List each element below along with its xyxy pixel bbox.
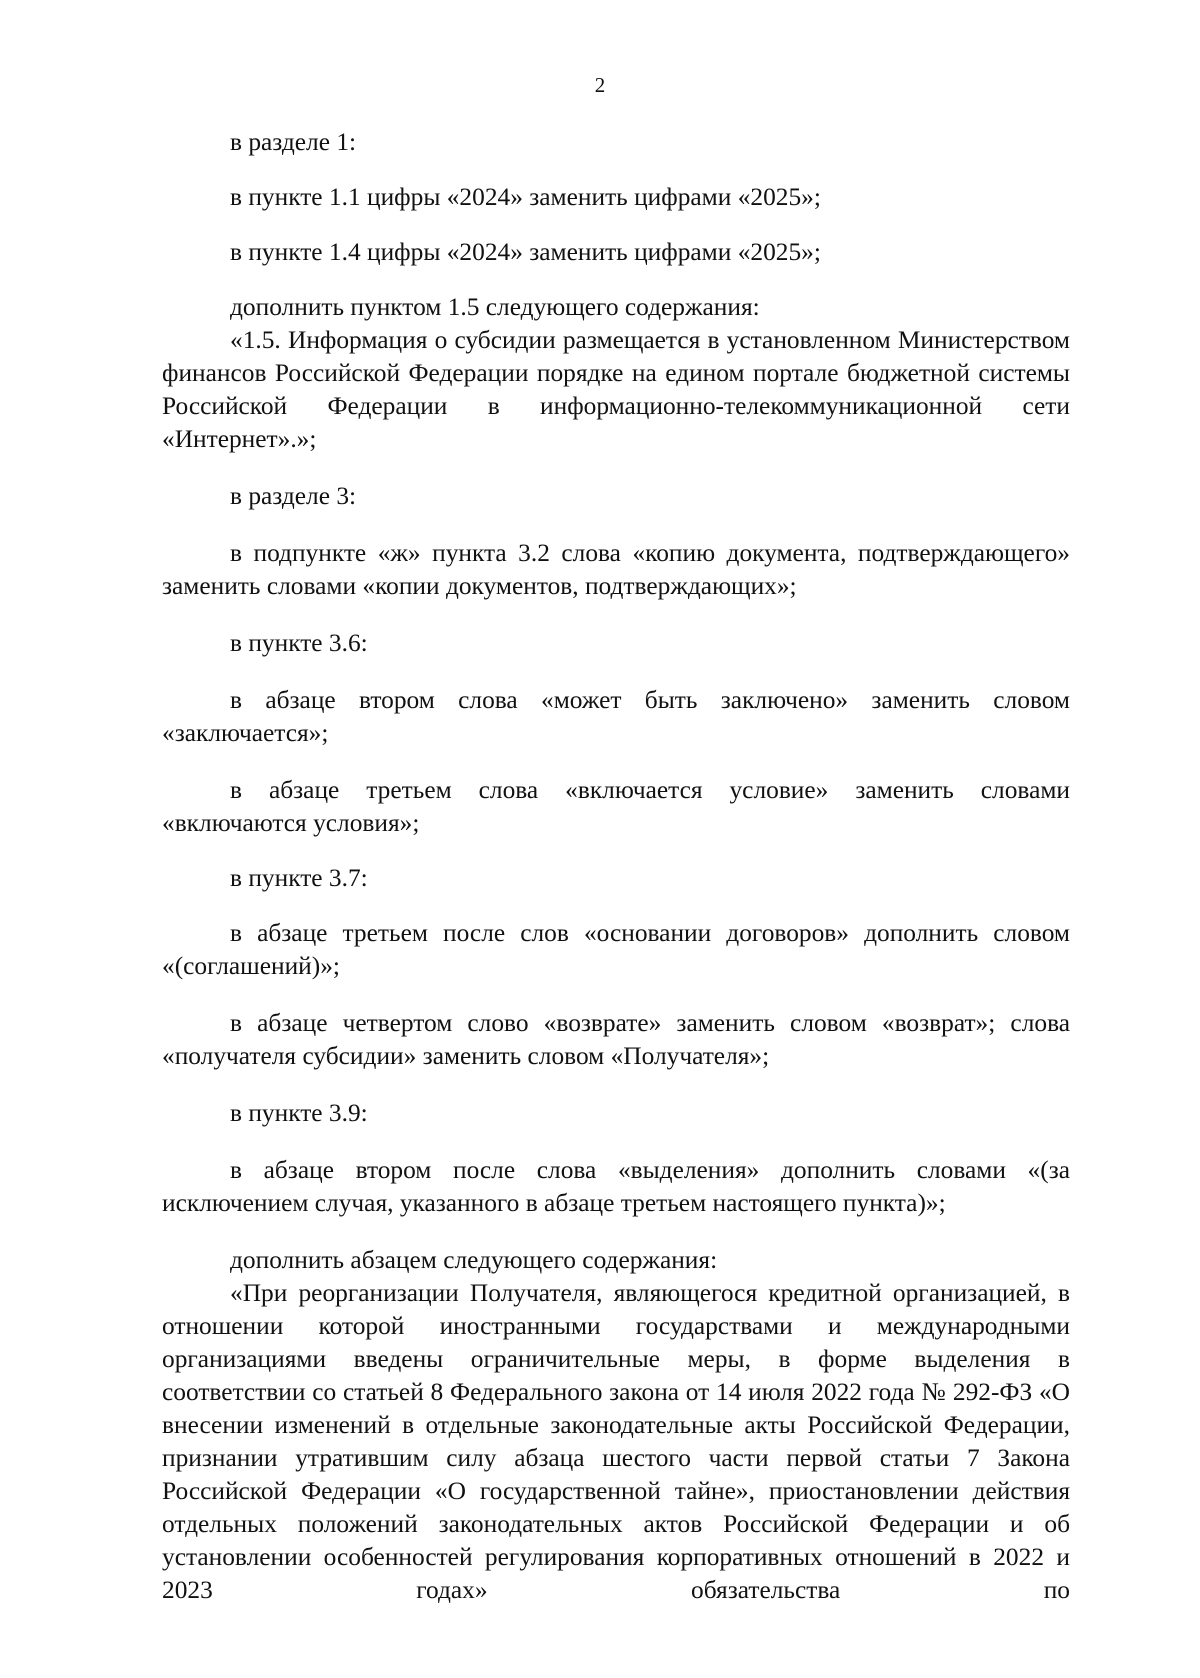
paragraph-add-abzats: дополнить абзацем следующего содержания:	[230, 1246, 718, 1274]
page-number: 2	[594, 73, 606, 97]
paragraph-item-3-6-second: в абзаце втором слова «может быть заключено» заменить словом «заключается»;	[162, 686, 1070, 747]
paragraph-item-3-6-third: в абзаце третьем слова «включается условие» заменить словами «включаются условия»;	[162, 776, 1070, 837]
paragraph-item-3-2: в подпункте «ж» пункта 3.2 слова «копию документа, подтверждающего» заменить словами «копии документов, подтверждающих»;	[162, 539, 1070, 600]
paragraph-item-3-6: в пункте 3.6:	[230, 629, 368, 657]
paragraph-item-3-7-fourth: в абзаце четвертом слово «возврате» заменить словом «возврат»; слова «получателя субсидии» заменить словом «Получателя»;	[162, 1009, 1070, 1070]
paragraph-add-item-1-5: дополнить пунктом 1.5 следующего содержания:	[230, 293, 760, 321]
document-body	[162, 126, 1070, 1607]
paragraph-item-3-7-third: в абзаце третьем после слов «основании договоров» дополнить словом «(соглашений)»;	[162, 919, 1070, 980]
paragraph-item-3-9: в пункте 3.9:	[230, 1099, 368, 1127]
paragraph-item-3-9-second: в абзаце втором после слова «выделения» дополнить словами «(за исключением случая, указанного в абзаце третьем настоящего пункта)»;	[162, 1156, 1070, 1217]
paragraph-item-3-7: в пункте 3.7:	[230, 864, 368, 892]
paragraph-section-1: в разделе 1:	[230, 128, 357, 156]
paragraph-section-3: в разделе 3:	[230, 482, 357, 510]
paragraph-reorganization-text: «При реорганизации Получателя, являющегося кредитной организацией, в отношении которой иностранными государствами и международными организациями введены ограничительные меры, в форме выделения в соответствии со статьей 8 Федерального закона от 14 июля 2022 года № 292-ФЗ «О внесении изменений в отдельные законодательные акты Российской Федерации, признании утратившим силу абзаца шестого части первой статьи 7 Закона Российской Федерации «О государственной тайне», приостановлении действия отдельных положений законодательных актов Российской Федерации и об установлении особенностей регулирования корпоративных отношений в 2022 и 2023 годах» обязательства по	[162, 1279, 1070, 1604]
paragraph-item-1-1: в пункте 1.1 цифры «2024» заменить цифрами «2025»;	[230, 183, 821, 211]
paragraph-item-1-5-text: «1.5. Информация о субсидии размещается в установленном Министерством финансов Российской Федерации порядке на едином портале бюджетной системы Российской Федерации в информационно-телекоммуникационной сети «Интернет».»;	[162, 326, 1070, 453]
paragraph-item-1-4: в пункте 1.4 цифры «2024» заменить цифрами «2025»;	[230, 238, 821, 266]
